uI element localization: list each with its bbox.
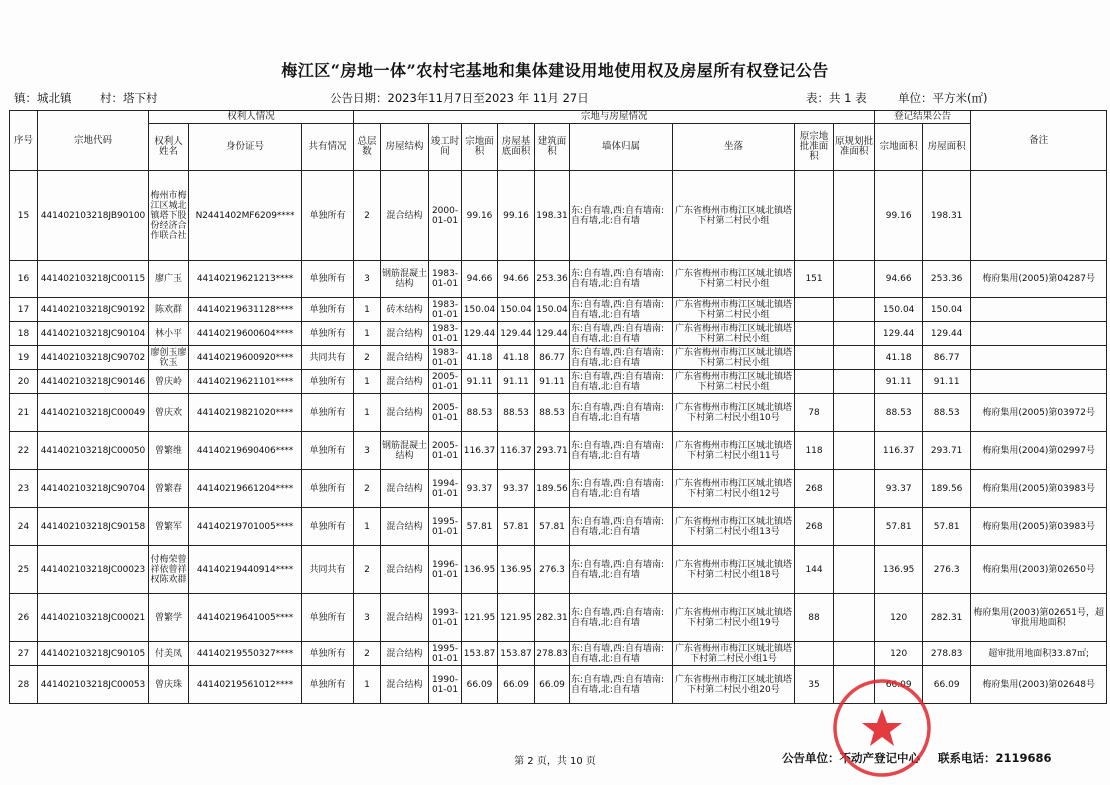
registration-table	[9, 110, 1107, 704]
table-row	[10, 432, 1107, 470]
row-land-area: 57.81	[462, 508, 498, 546]
row-wall: 东:自有墙,西:自有墙南:自有墙,北:自有墙	[570, 261, 673, 298]
row-orig-approved: 268	[795, 470, 834, 508]
col-group-result: 登记结果公告	[875, 111, 971, 124]
table-row	[10, 470, 1107, 508]
col-group-rights: 权利人情况	[149, 111, 354, 124]
row-structure: 混合结构	[381, 171, 429, 261]
row-location: 广东省梅州市梅江区城北镇塔下村第二村民小组1号	[673, 642, 795, 666]
row-id-number: 44140219600604****	[189, 322, 302, 346]
row-result-house: 57.81	[923, 508, 971, 546]
row-result-house: 129.44	[923, 322, 971, 346]
row-holder-name: 付梅荣曾祥依曾祥权陈欢群	[149, 546, 189, 594]
row-wall: 东:自有墙,西:自有墙南:自有墙,北:自有墙	[570, 394, 673, 432]
row-base-area: 116.37	[498, 432, 535, 470]
row-wall: 东:自有墙,西:自有墙南:自有墙,北:自有墙	[570, 346, 673, 370]
row-land-area: 94.66	[462, 261, 498, 298]
row-result-land: 57.81	[875, 508, 923, 546]
row-structure: 混合结构	[381, 594, 429, 642]
table-row	[10, 546, 1107, 594]
row-result-land: 91.11	[875, 370, 923, 394]
row-floors: 3	[354, 261, 381, 298]
row-result-land: 41.18	[875, 346, 923, 370]
row-seq: 21	[10, 394, 38, 432]
row-orig-approved	[795, 346, 834, 370]
row-orig-plan	[834, 370, 875, 394]
row-holder-name: 付美凤	[149, 642, 189, 666]
row-parcel-code: 441402103218JC00049	[38, 394, 149, 432]
table-row	[10, 394, 1107, 432]
row-land-area: 91.11	[462, 370, 498, 394]
row-base-area: 150.04	[498, 298, 535, 322]
row-seq: 28	[10, 666, 38, 704]
row-parcel-code: 441402103218JC90146	[38, 370, 149, 394]
row-base-area: 66.09	[498, 666, 535, 704]
row-sharing: 单独所有	[302, 666, 354, 704]
table-count: 表：共 1 表	[806, 91, 867, 105]
row-parcel-code: 441402103218JC00023	[38, 546, 149, 594]
row-structure: 混合结构	[381, 642, 429, 666]
col-result-land: 宗地面积	[875, 124, 923, 171]
col-id-number: 身份证号	[189, 124, 302, 171]
col-seq: 序号	[10, 111, 38, 171]
row-building-area: 88.53	[535, 394, 570, 432]
col-wall: 墙体归属	[570, 124, 673, 171]
row-completed: 1983-01-01	[429, 346, 462, 370]
row-orig-approved	[795, 298, 834, 322]
row-base-area: 153.87	[498, 642, 535, 666]
col-sharing: 共有情况	[302, 124, 354, 171]
row-result-land: 93.37	[875, 470, 923, 508]
row-location: 广东省梅州市梅江区城北镇塔下村第二村民小组	[673, 298, 795, 322]
row-sharing: 单独所有	[302, 171, 354, 261]
row-seq: 16	[10, 261, 38, 298]
town-label: 镇：城北镇	[14, 91, 72, 105]
row-orig-plan	[834, 346, 875, 370]
row-location: 广东省梅州市梅江区城北镇塔下村第二村民小组18号	[673, 546, 795, 594]
table-row	[10, 346, 1107, 370]
row-id-number: 44140219440914****	[189, 546, 302, 594]
row-base-area: 88.53	[498, 394, 535, 432]
table-row	[10, 666, 1107, 704]
row-base-area: 91.11	[498, 370, 535, 394]
row-completed: 1995-01-01	[429, 642, 462, 666]
row-orig-approved: 144	[795, 546, 834, 594]
row-structure: 混合结构	[381, 322, 429, 346]
row-land-area: 121.95	[462, 594, 498, 642]
row-base-area: 57.81	[498, 508, 535, 546]
row-wall: 东:自有墙,西:自有墙南:自有墙,北:自有墙	[570, 298, 673, 322]
row-id-number: N2441402MF6209****	[189, 171, 302, 261]
table-row	[10, 171, 1107, 261]
row-parcel-code: 441402103218JC00115	[38, 261, 149, 298]
col-orig-approved: 原宗地批准面积	[795, 124, 834, 171]
unit-label: 单位：平方米(㎡)	[898, 91, 988, 105]
row-sharing: 单独所有	[302, 508, 354, 546]
row-result-house: 278.83	[923, 642, 971, 666]
table-row	[10, 642, 1107, 666]
row-sharing: 单独所有	[302, 470, 354, 508]
row-floors: 2	[354, 346, 381, 370]
col-result-house: 房屋面积	[923, 124, 971, 171]
agency-label: 公告单位：不动产登记中心	[782, 751, 920, 765]
row-structure: 混合结构	[381, 546, 429, 594]
row-land-area: 150.04	[462, 298, 498, 322]
row-land-area: 99.16	[462, 171, 498, 261]
row-remarks: 超审批用地面积33.87㎡;	[971, 642, 1107, 666]
row-holder-name: 曾繁维	[149, 432, 189, 470]
row-location: 广东省梅州市梅江区城北镇塔下村第二村民小组	[673, 370, 795, 394]
row-structure: 混合结构	[381, 470, 429, 508]
row-building-area: 278.83	[535, 642, 570, 666]
row-id-number: 44140219631128****	[189, 298, 302, 322]
row-building-area: 198.31	[535, 171, 570, 261]
row-remarks: 梅府集用(2005)第03983号	[971, 470, 1107, 508]
row-structure: 砖木结构	[381, 298, 429, 322]
row-wall: 东:自有墙,西:自有墙南:自有墙,北:自有墙	[570, 642, 673, 666]
row-result-house: 66.09	[923, 666, 971, 704]
row-structure: 混合结构	[381, 394, 429, 432]
row-result-house: 198.31	[923, 171, 971, 261]
row-completed: 1983-01-01	[429, 261, 462, 298]
row-result-house: 282.31	[923, 594, 971, 642]
row-location: 广东省梅州市梅江区城北镇塔下村第二村民小组	[673, 171, 795, 261]
row-completed: 2005-01-01	[429, 370, 462, 394]
row-holder-name: 廖广玉	[149, 261, 189, 298]
row-remarks	[971, 370, 1107, 394]
row-wall: 东:自有墙,西:自有墙南:自有墙,北:自有墙	[570, 508, 673, 546]
row-result-land: 116.37	[875, 432, 923, 470]
row-base-area: 121.95	[498, 594, 535, 642]
page-number: 第 2 页，共 10 页	[514, 756, 596, 767]
row-building-area: 66.09	[535, 666, 570, 704]
table-row	[10, 594, 1107, 642]
row-base-area: 41.18	[498, 346, 535, 370]
row-sharing: 单独所有	[302, 261, 354, 298]
row-seq: 23	[10, 470, 38, 508]
row-completed: 2000-01-01	[429, 171, 462, 261]
row-base-area: 94.66	[498, 261, 535, 298]
row-building-area: 150.04	[535, 298, 570, 322]
row-floors: 3	[354, 594, 381, 642]
row-result-land: 66.09	[875, 666, 923, 704]
row-orig-plan	[834, 171, 875, 261]
row-sharing: 共同共有	[302, 346, 354, 370]
row-wall: 东:自有墙,西:自有墙南:自有墙,北:自有墙	[570, 322, 673, 346]
row-structure: 钢筋混凝土结构	[381, 432, 429, 470]
row-remarks: 梅府集用(2004)第02997号	[971, 432, 1107, 470]
row-sharing: 单独所有	[302, 298, 354, 322]
row-remarks: 梅府集用(2005)第03983号	[971, 508, 1107, 546]
row-parcel-code: 441402103218JC00053	[38, 666, 149, 704]
row-result-land: 120	[875, 594, 923, 642]
row-structure: 混合结构	[381, 666, 429, 704]
row-parcel-code: 441402103218JC90158	[38, 508, 149, 546]
row-floors: 1	[354, 370, 381, 394]
row-base-area: 99.16	[498, 171, 535, 261]
row-parcel-code: 441402103218JC00021	[38, 594, 149, 642]
row-sharing: 共同共有	[302, 546, 354, 594]
col-base-area: 房屋基底面积	[498, 124, 535, 171]
row-holder-name: 曾庆欢	[149, 394, 189, 432]
row-wall: 东:自有墙,西:自有墙南:自有墙,北:自有墙	[570, 370, 673, 394]
row-seq: 26	[10, 594, 38, 642]
row-holder-name: 曾庆岭	[149, 370, 189, 394]
row-orig-approved	[795, 322, 834, 346]
col-orig-plan: 原规划批准面积	[834, 124, 875, 171]
row-result-house: 150.04	[923, 298, 971, 322]
row-building-area: 91.11	[535, 370, 570, 394]
row-result-house: 88.53	[923, 394, 971, 432]
row-wall: 东:自有墙,西:自有墙南:自有墙,北:自有墙	[570, 432, 673, 470]
row-id-number: 44140219661204****	[189, 470, 302, 508]
row-building-area: 282.31	[535, 594, 570, 642]
row-parcel-code: 441402103218JC90105	[38, 642, 149, 666]
row-orig-plan	[834, 470, 875, 508]
row-orig-approved	[795, 642, 834, 666]
row-result-land: 150.04	[875, 298, 923, 322]
row-holder-name: 林小平	[149, 322, 189, 346]
row-land-area: 129.44	[462, 322, 498, 346]
row-location: 广东省梅州市梅江区城北镇塔下村第二村民小组	[673, 322, 795, 346]
row-remarks: 梅府集用(2003)第02648号	[971, 666, 1107, 704]
row-holder-name: 曾繁学	[149, 594, 189, 642]
col-building-area: 建筑面积	[535, 124, 570, 171]
row-parcel-code: 441402103218JC90702	[38, 346, 149, 370]
row-seq: 24	[10, 508, 38, 546]
row-id-number: 44140219550327****	[189, 642, 302, 666]
row-land-area: 153.87	[462, 642, 498, 666]
row-result-land: 94.66	[875, 261, 923, 298]
row-sharing: 单独所有	[302, 370, 354, 394]
row-parcel-code: 441402103218JB90100	[38, 171, 149, 261]
table-row	[10, 322, 1107, 346]
row-structure: 混合结构	[381, 370, 429, 394]
row-land-area: 88.53	[462, 394, 498, 432]
row-building-area: 293.71	[535, 432, 570, 470]
row-result-house: 86.77	[923, 346, 971, 370]
row-parcel-code: 441402103218JC90192	[38, 298, 149, 322]
col-remarks: 备注	[971, 111, 1107, 171]
table-row	[10, 298, 1107, 322]
row-orig-plan	[834, 261, 875, 298]
row-id-number: 44140219561012****	[189, 666, 302, 704]
row-completed: 1983-01-01	[429, 298, 462, 322]
row-result-house: 189.56	[923, 470, 971, 508]
row-holder-name: 曾繁军	[149, 508, 189, 546]
row-result-land: 129.44	[875, 322, 923, 346]
row-orig-approved: 151	[795, 261, 834, 298]
row-building-area: 129.44	[535, 322, 570, 346]
row-parcel-code: 441402103218JC00050	[38, 432, 149, 470]
row-orig-approved: 118	[795, 432, 834, 470]
row-remarks: 梅府集用(2003)第02651号，超审批用地面积	[971, 594, 1107, 642]
row-remarks	[971, 346, 1107, 370]
row-location: 广东省梅州市梅江区城北镇塔下村第二村民小组20号	[673, 666, 795, 704]
row-holder-name: 陈欢群	[149, 298, 189, 322]
row-completed: 2005-01-01	[429, 394, 462, 432]
row-building-area: 189.56	[535, 470, 570, 508]
row-id-number: 44140219621213****	[189, 261, 302, 298]
row-holder-name: 曾繁春	[149, 470, 189, 508]
row-holder-name: 曾庆珠	[149, 666, 189, 704]
row-land-area: 116.37	[462, 432, 498, 470]
row-seq: 27	[10, 642, 38, 666]
row-parcel-code: 441402103218JC90704	[38, 470, 149, 508]
row-land-area: 136.95	[462, 546, 498, 594]
row-floors: 2	[354, 171, 381, 261]
row-result-land: 136.95	[875, 546, 923, 594]
row-remarks	[971, 298, 1107, 322]
row-wall: 东:自有墙,西:自有墙南:自有墙,北:自有墙	[570, 546, 673, 594]
row-completed: 1994-01-01	[429, 470, 462, 508]
row-floors: 1	[354, 322, 381, 346]
row-id-number: 44140219690406****	[189, 432, 302, 470]
row-location: 广东省梅州市梅江区城北镇塔下村第二村民小组	[673, 261, 795, 298]
village-label: 村：塔下村	[100, 91, 158, 105]
row-remarks: 梅府集用(2005)第03972号	[971, 394, 1107, 432]
row-land-area: 41.18	[462, 346, 498, 370]
table-row	[10, 261, 1107, 298]
row-result-house: 91.11	[923, 370, 971, 394]
row-sharing: 单独所有	[302, 594, 354, 642]
row-sharing: 单独所有	[302, 394, 354, 432]
row-remarks: 梅府集用(2005)第04287号	[971, 261, 1107, 298]
row-completed: 1983-01-01	[429, 322, 462, 346]
row-wall: 东:自有墙,西:自有墙南:自有墙,北:自有墙	[570, 171, 673, 261]
row-orig-plan	[834, 432, 875, 470]
row-orig-approved: 78	[795, 394, 834, 432]
row-structure: 钢筋混凝土结构	[381, 261, 429, 298]
row-wall: 东:自有墙,西:自有墙南:自有墙,北:自有墙	[570, 666, 673, 704]
row-orig-plan	[834, 394, 875, 432]
row-location: 广东省梅州市梅江区城北镇塔下村第二村民小组	[673, 346, 795, 370]
col-floors: 总层数	[354, 124, 381, 171]
row-parcel-code: 441402103218JC90104	[38, 322, 149, 346]
row-building-area: 86.77	[535, 346, 570, 370]
row-seq: 19	[10, 346, 38, 370]
row-orig-approved: 35	[795, 666, 834, 704]
row-location: 广东省梅州市梅江区城北镇塔下村第二村民小组10号	[673, 394, 795, 432]
row-floors: 2	[354, 546, 381, 594]
row-floors: 1	[354, 666, 381, 704]
row-base-area: 136.95	[498, 546, 535, 594]
row-result-land: 88.53	[875, 394, 923, 432]
table-row	[10, 370, 1107, 394]
col-structure: 房屋结构	[381, 124, 429, 171]
row-seq: 20	[10, 370, 38, 394]
row-remarks: 梅府集用(2003)第02650号	[971, 546, 1107, 594]
row-sharing: 单独所有	[302, 432, 354, 470]
row-orig-approved	[795, 171, 834, 261]
row-floors: 3	[354, 432, 381, 470]
row-orig-approved	[795, 370, 834, 394]
row-location: 广东省梅州市梅江区城北镇塔下村第二村民小组19号	[673, 594, 795, 642]
announce-date: 公告日期：2023年11月7日至2023 年 11月 27日	[330, 91, 589, 105]
row-building-area: 276.3	[535, 546, 570, 594]
col-holder-name: 权利人姓名	[149, 124, 189, 171]
row-orig-plan	[834, 322, 875, 346]
row-wall: 东:自有墙,西:自有墙南:自有墙,北:自有墙	[570, 470, 673, 508]
page-title: 梅江区“房地一体”农村宅基地和集体建设用地使用权及房屋所有权登记公告	[281, 61, 829, 80]
row-orig-plan	[834, 298, 875, 322]
row-remarks	[971, 171, 1107, 261]
row-seq: 22	[10, 432, 38, 470]
row-orig-plan	[834, 642, 875, 666]
row-sharing: 单独所有	[302, 322, 354, 346]
row-seq: 25	[10, 546, 38, 594]
col-group-land: 宗地与房屋情况	[354, 111, 875, 124]
row-base-area: 129.44	[498, 322, 535, 346]
row-completed: 1990-01-01	[429, 666, 462, 704]
col-completed: 竣工时间	[429, 124, 462, 171]
row-seq: 15	[10, 171, 38, 261]
col-land-area: 宗地面积	[462, 124, 498, 171]
row-result-house: 293.71	[923, 432, 971, 470]
row-building-area: 57.81	[535, 508, 570, 546]
row-orig-plan	[834, 594, 875, 642]
row-floors: 1	[354, 508, 381, 546]
row-land-area: 93.37	[462, 470, 498, 508]
row-seq: 18	[10, 322, 38, 346]
col-parcel-code: 宗地代码	[38, 111, 149, 171]
row-structure: 混合结构	[381, 508, 429, 546]
official-seal-icon	[830, 676, 934, 780]
row-id-number: 44140219600920****	[189, 346, 302, 370]
row-id-number: 44140219821020****	[189, 394, 302, 432]
table-row	[10, 508, 1107, 546]
row-completed: 1993-01-01	[429, 594, 462, 642]
row-completed: 2005-01-01	[429, 432, 462, 470]
row-result-house: 276.3	[923, 546, 971, 594]
row-wall: 东:自有墙,西:自有墙南:自有墙,北:自有墙	[570, 594, 673, 642]
row-orig-approved: 88	[795, 594, 834, 642]
row-structure: 混合结构	[381, 346, 429, 370]
row-land-area: 66.09	[462, 666, 498, 704]
row-location: 广东省梅州市梅江区城北镇塔下村第二村民小组11号	[673, 432, 795, 470]
row-location: 广东省梅州市梅江区城北镇塔下村第二村民小组13号	[673, 508, 795, 546]
row-orig-plan	[834, 508, 875, 546]
row-floors: 2	[354, 642, 381, 666]
row-base-area: 93.37	[498, 470, 535, 508]
row-holder-name: 廖创玉廖钦玉	[150, 347, 187, 368]
col-location: 坐落	[673, 124, 795, 171]
row-sharing: 单独所有	[302, 642, 354, 666]
row-floors: 1	[354, 394, 381, 432]
row-orig-approved: 268	[795, 508, 834, 546]
row-result-house: 253.36	[923, 261, 971, 298]
row-holder-name: 梅州市梅江区城北镇塔下股份经济合作联合社	[149, 171, 189, 261]
row-location: 广东省梅州市梅江区城北镇塔下村第二村民小组12号	[673, 470, 795, 508]
row-seq: 17	[10, 298, 38, 322]
row-remarks	[971, 322, 1107, 346]
row-result-land: 99.16	[875, 171, 923, 261]
row-completed: 1995-01-01	[429, 508, 462, 546]
row-result-land: 120	[875, 642, 923, 666]
row-floors: 2	[354, 470, 381, 508]
phone-label: 联系电话：2119686	[938, 751, 1052, 765]
row-id-number: 44140219641005****	[189, 594, 302, 642]
row-building-area: 253.36	[535, 261, 570, 298]
row-floors: 1	[354, 298, 381, 322]
row-orig-plan	[834, 546, 875, 594]
row-id-number: 44140219621101****	[189, 370, 302, 394]
row-completed: 1996-01-01	[429, 546, 462, 594]
row-id-number: 44140219701005****	[189, 508, 302, 546]
